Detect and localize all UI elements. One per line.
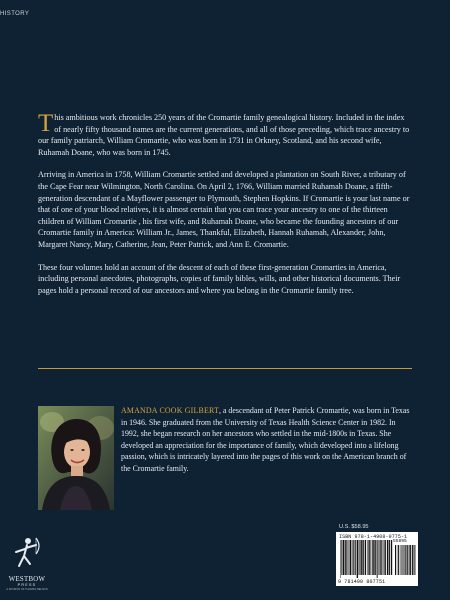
barcode-addon-bar	[412, 545, 413, 575]
barcode-bar	[370, 540, 371, 575]
barcode-bar	[353, 540, 354, 575]
barcode-bar	[389, 540, 390, 575]
barcode-bar	[367, 540, 368, 575]
barcode-bar	[359, 540, 360, 575]
barcode-addon-bar	[405, 545, 406, 575]
barcode-addon-bar	[409, 545, 410, 575]
book-description	[38, 112, 412, 307]
barcode-bar	[352, 540, 353, 575]
publisher-name: WESTBOW	[8, 576, 46, 583]
barcode-bar	[341, 540, 342, 575]
author-photo	[38, 406, 114, 510]
publisher-press: PRESS	[17, 583, 37, 587]
barcode-bar	[365, 540, 366, 575]
barcode-addon-bar	[414, 545, 415, 575]
gold-divider	[38, 368, 412, 369]
drop-cap: T	[38, 110, 54, 137]
description-paragraph-1-text: his ambitious work chronicles 250 years of the Cromartie family genealogical history. Included in the index of nearly fifty thousand names are the current generations, and all of those preceding, which trace ancestry to our family patriarch, William Cromartie, who was born in 1731 in Orkney, Scotland, and his second wife, Ruhamah Doane, who was born in 1745.	[38, 113, 410, 157]
barcode-addon-bar	[398, 545, 399, 575]
barcode-bar	[379, 540, 380, 575]
barcode-bar	[377, 540, 378, 578]
barcode-bar	[343, 540, 344, 575]
barcode-bar	[387, 540, 388, 575]
barcode-addon-bar	[395, 545, 396, 575]
barcode-addon-bar	[400, 545, 401, 575]
barcode-bar	[349, 540, 350, 575]
barcode-bar	[355, 540, 356, 575]
barcode-bar	[357, 540, 358, 578]
barcode-addon-bar	[402, 545, 403, 575]
publisher-division: A DIVISION OF THOMAS NELSON	[6, 588, 48, 591]
barcode-bar	[391, 540, 392, 575]
barcode-addon-digits: 55895	[393, 539, 407, 544]
barcode-bar	[380, 540, 381, 575]
barcode-addon-bar	[401, 545, 402, 575]
barcode-bar	[373, 540, 374, 575]
westbow-archer-icon	[12, 536, 42, 570]
barcode-addon-bar	[407, 545, 408, 575]
barcode-addon-bar	[397, 545, 398, 575]
barcode-bar	[378, 540, 379, 575]
author-name: AMANDA COOK GILBERT	[121, 406, 220, 415]
price-label: U.S. $58.95	[339, 524, 369, 530]
barcode-bar	[345, 540, 346, 575]
author-bio-text: , a descendant of Peter Patrick Cromartie, was born in Texas in 1946. She graduated from the University of Texas Health Science Center in 1982. In 1992, she began research on her ancestors who settled in the mid-1800s in Texas. She developed an appreciation for the importance of family, which developed into a lifelong passion, which is intricately layered into the pages of this work on the American branch of the Cromartie family.	[121, 406, 410, 473]
barcode-bar	[350, 540, 351, 575]
barcode-bar	[384, 540, 385, 575]
barcode-bar	[348, 540, 349, 575]
barcode-bar	[340, 540, 341, 578]
spine-label: HISTORY	[0, 11, 30, 17]
barcode-bar	[346, 540, 347, 575]
barcode-bar	[383, 540, 384, 575]
barcode-bar	[375, 540, 376, 575]
barcode-bar	[362, 540, 363, 575]
barcode-bar	[360, 540, 361, 575]
isbn-barcode	[336, 532, 418, 586]
author-bio	[121, 405, 413, 474]
barcode-addon-bar	[413, 545, 414, 575]
barcode-addon-bar	[410, 545, 411, 575]
publisher-logo	[6, 536, 48, 598]
barcode-digits: 9 781490 807751	[338, 579, 386, 585]
description-paragraph-3: These four volumes hold an account of the descent of each of these first-generation Cromarties in America, including personal anecdotes, photographs, copies of family bibles, wills, and other historical documents. Their pages hold a personal record of our ancestors and where you belong in the Cromartie family tree.	[38, 262, 401, 295]
description-paragraph-2: Arriving in America in 1758, William Cromartie settled and developed a plantation on South River, a tributary of the Cape Fear near Wilmington, North Carolina. On April 2, 1766, William married Ruhamah Doane, a fifth-generation descendant of a Mayflower passenger to Plymouth, Stephen Hopkins. If Cromartie is your last name or that of one of your blood relatives, it is almost certain that you can trace your ancestry to one of the thirteen children of William Cromartie , his first wife, and Ruhamah Doane, who became the founding ancestors of our Cromartie family in America: William Jr., James, Thankful, Elizabeth, Hannah Ruhamah, Alexander, John, Margaret Nancy, Mary, Catherine, Jean, Peter Patrick, and Ann E. Cromartie.	[38, 170, 410, 249]
barcode-bar	[372, 540, 373, 575]
barcode-bar	[385, 540, 386, 575]
description-paragraph-1	[38, 112, 412, 158]
barcode-addon-bar	[404, 545, 405, 575]
isbn-number: ISBN 978-1-4908-0775-1	[339, 534, 408, 540]
author-portrait-image	[38, 406, 114, 510]
barcode-bars	[339, 540, 417, 579]
barcode-bar	[368, 540, 369, 575]
